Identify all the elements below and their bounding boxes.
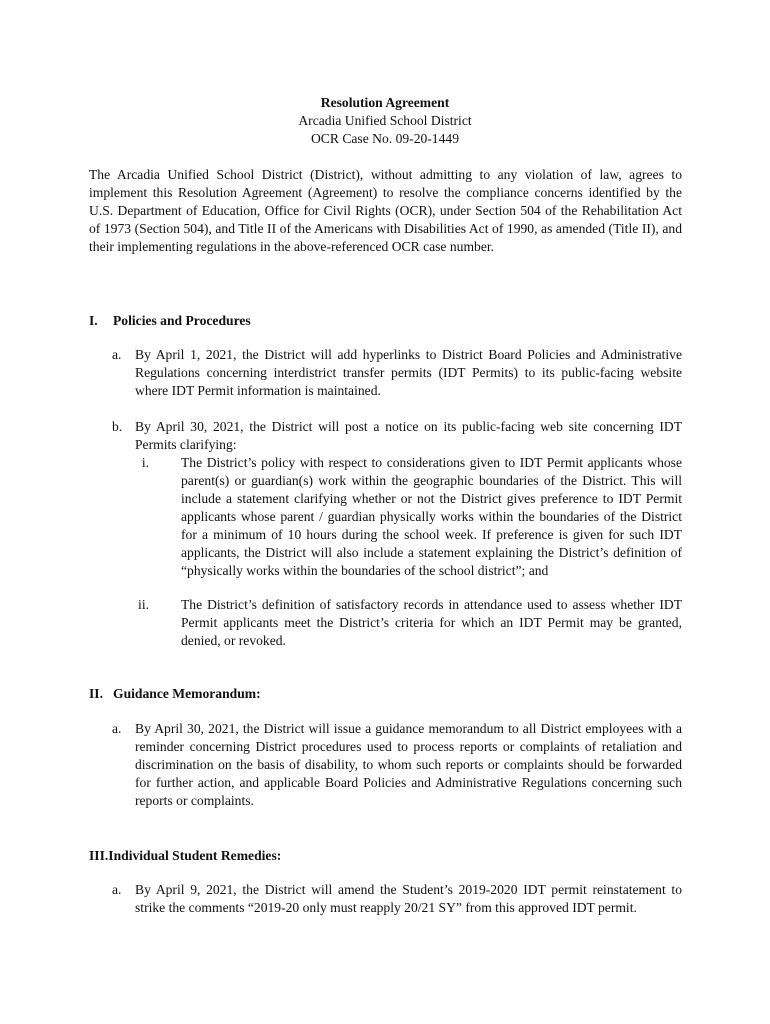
section-title: Policies and Procedures: [113, 313, 251, 328]
item-marker: a.: [112, 347, 122, 362]
section-number: III.: [89, 848, 109, 863]
case-number: OCR Case No. 09-20-1449: [310, 131, 459, 146]
section-heading-guidance: [89, 685, 261, 703]
section-heading-remedies: [89, 847, 281, 865]
sub-item-marker: i.: [141, 455, 149, 470]
item-text: By April 9, 2021, the District will amend the Student’s 2019-2020 IDT permit reinstatement to strike the comments “2019-20 only must reapply 20/21 SY” from this approved IDT permit.: [135, 882, 682, 915]
list-item: [112, 418, 682, 454]
item-marker: a.: [112, 721, 122, 736]
item-marker: a.: [112, 882, 122, 897]
item-text: By April 30, 2021, the District will issue a guidance memorandum to all District employees with a reminder concerning District procedures used to process reports or complaints of retaliation and discrimination on the basis of disability, to whom such reports or complaints should be forwarded for further action, and applicable Board Policies and Administrative Regulations concerning such reports or complaints.: [135, 721, 682, 808]
document-header: [0, 94, 770, 148]
sub-list-item: [112, 596, 682, 650]
list-item: [112, 346, 682, 400]
intro-paragraph: The Arcadia Unified School District (District), without admitting to any violation of law, agrees to implement this Resolution Agreement (Agreement) to resolve the compliance concerns identified by the U.S. Department of Education, Office for Civil Rights (OCR), under Section 504 of the Rehabilitation Act of 1973 (Section 504), and Title II of the Americans with Disabilities Act of 1990, as amended (Title II), and their implementing regulations in the above-referenced OCR case number.: [89, 167, 682, 254]
sub-item-text: The District’s definition of satisfactory records in attendance used to assess whether IDT Permit applicants meet the District’s criteria for which an IDT Permit may be granted, denied, or revoked.: [181, 597, 682, 648]
district-name: Arcadia Unified School District: [298, 113, 472, 128]
section-title: Guidance Memorandum:: [113, 686, 261, 701]
list-item: [112, 720, 682, 810]
section-number: II.: [89, 686, 103, 701]
section-number: I.: [89, 313, 98, 328]
item-marker: b.: [112, 419, 123, 434]
sub-item-text: The District’s policy with respect to considerations given to IDT Permit applicants whose parent(s) or guardian(s) work within the geographic boundaries of the District. This will include a statement clarifying whether or not the District gives preference to IDT Permit applicants whose parent / guardian physically works within the boundaries of the District for a minimum of 10 hours during the school week. If preference is given for such IDT applicants, the District will also include a statement explaining the District’s definition of “physically works within the boundaries of the school district”; and: [181, 455, 682, 578]
item-text: By April 30, 2021, the District will post a notice on its public-facing web site concerning IDT Permits clarifying:: [135, 419, 682, 452]
item-text: By April 1, 2021, the District will add hyperlinks to District Board Policies and Administrative Regulations concerning interdistrict transfer permits (IDT Permits) to its public-facing website where IDT Permit information is maintained.: [135, 347, 682, 398]
sub-list-item: [112, 454, 682, 580]
sub-item-marker: ii.: [138, 597, 149, 612]
section-heading-policies: [89, 312, 251, 330]
list-item: [112, 881, 682, 917]
document-title: Resolution Agreement: [320, 95, 450, 110]
section-title: Individual Student Remedies:: [108, 848, 282, 863]
